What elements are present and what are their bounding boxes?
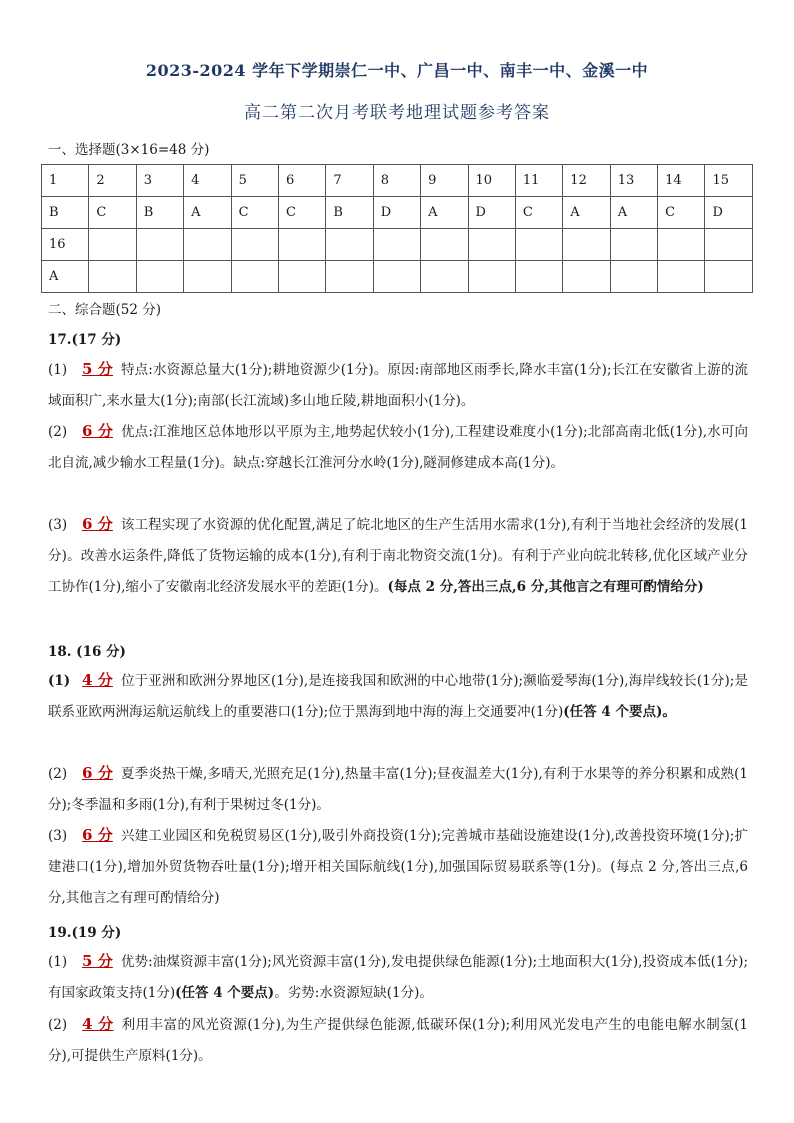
answer-table-cell: 15: [705, 165, 753, 197]
answer-table-cell: 7: [326, 165, 373, 197]
exam-title-line2: 高二第二次月考联考地理试题参考答案: [244, 103, 550, 123]
part-number: (1): [48, 362, 68, 378]
answer-table-cell: B: [136, 197, 183, 229]
q17-part3: [48, 509, 748, 603]
score-mark: 4 分: [82, 1015, 114, 1033]
answer-table-cell: 8: [373, 165, 420, 197]
answer-table-cell: A: [610, 197, 657, 229]
answer-text: 该工程实现了水资源的优化配置,满足了皖北地区的生产生活用水需求(1分),有利于当地社会经济的发展(1分)。改善水运条件,降低了货物运输的成本(1分),有利于南北物资交流(1分)。有利于产业向皖北转移,优化区域产业分工协作(1分),缩小了安徽南北经济发展水平的差距(1分)。: [48, 517, 748, 595]
answer-table-cell: A: [421, 197, 468, 229]
answer-table-cell: 13: [610, 165, 657, 197]
answer-table-row: [42, 165, 753, 197]
answer-text: 夏季炎热干燥,多晴天,光照充足(1分),热量丰富(1分);昼夜温差大(1分),有利于水果等的养分积累和成熟(1分);冬季温和多雨(1分),有利于果树过冬(1分)。: [48, 766, 748, 813]
answer-table-cell: 10: [468, 165, 515, 197]
q18-part1: [48, 665, 748, 728]
answer-table-cell: [421, 229, 468, 261]
answer-table-cell: 3: [136, 165, 183, 197]
score-mark: 6 分: [82, 422, 113, 440]
answer-table-cell: [326, 229, 373, 261]
answer-text: 优点:江淮地区总体地形以平原为主,地势起伏较小(1分),工程建设难度小(1分);北部高南北低(1分),水可向北自流,减少输水工程量(1分)。缺点:穿越长江淮河分水岭(1分),隧洞修建成本高(1分)。: [48, 424, 748, 471]
answer-table-cell: [373, 261, 420, 293]
part-number: (2): [48, 766, 68, 782]
answer-table-cell: 11: [515, 165, 562, 197]
answer-table-cell: [278, 229, 325, 261]
q17-part1: [48, 354, 748, 417]
answer-table-cell: 14: [658, 165, 705, 197]
answer-table-cell: 9: [421, 165, 468, 197]
score-mark: 4 分: [82, 671, 113, 689]
answer-table-row: [42, 229, 753, 261]
answer-table-cell: 6: [278, 165, 325, 197]
q17-part2: [48, 416, 748, 479]
answer-table-cell: [563, 229, 610, 261]
q18-heading: 18. (16 分): [48, 644, 126, 660]
answer-table-cell: [136, 261, 183, 293]
answer-table-cell: [515, 261, 562, 293]
part-number: (1): [48, 673, 71, 689]
answer-table-cell: [89, 261, 136, 293]
answer-table-cell: [373, 229, 420, 261]
answer-table-cell: 2: [89, 165, 136, 197]
part-number: (2): [48, 424, 68, 440]
answer-table-cell: [658, 229, 705, 261]
answer-table-cell: [610, 261, 657, 293]
score-mark: 5 分: [82, 952, 113, 970]
score-mark: 6 分: [82, 826, 113, 844]
q19-heading: 19.(19 分): [48, 925, 122, 941]
answer-table-cell: C: [515, 197, 562, 229]
answer-table-cell: [515, 229, 562, 261]
answer-table-cell: B: [326, 197, 373, 229]
answer-table-cell: 4: [184, 165, 231, 197]
answer-table-cell: [326, 261, 373, 293]
answer-table-cell: D: [705, 197, 753, 229]
answer-table-cell: A: [184, 197, 231, 229]
answer-table-cell: C: [658, 197, 705, 229]
q18-part3: [48, 820, 748, 914]
answer-table-cell: [705, 229, 753, 261]
answer-table-cell: [468, 261, 515, 293]
q17-heading: 17.(17 分): [48, 332, 122, 348]
answer-table-cell: [184, 229, 231, 261]
answer-table-cell: C: [278, 197, 325, 229]
scoring-note: (任答 4 个要点): [175, 985, 275, 1001]
answer-table-cell: [231, 229, 278, 261]
answer-text: 优势:油煤资源丰富(1分);风光资源丰富(1分),发电提供绿色能源(1分);土地面积大(1分),投资成本低(1分);有国家政策支持(1分): [48, 954, 748, 1001]
answer-table-cell: C: [89, 197, 136, 229]
answer-table-cell: A: [42, 261, 89, 293]
answer-table-row: [42, 261, 753, 293]
answer-table-cell: 5: [231, 165, 278, 197]
answer-table-cell: [278, 261, 325, 293]
answer-table: [41, 164, 753, 293]
answer-table-cell: [184, 261, 231, 293]
answer-table-cell: 12: [563, 165, 610, 197]
part-number: (3): [48, 828, 68, 844]
part-number: (3): [48, 517, 68, 533]
answer-table-cell: 1: [42, 165, 89, 197]
answer-text: 利用丰富的风光资源(1分),为生产提供绿色能源,低碳环保(1分);利用风光发电产生的电能电解水制氢(1分),可提供生产原料(1分)。: [48, 1017, 748, 1064]
answer-text-tail: 。劣势:水资源短缺(1分)。: [274, 985, 433, 1001]
scoring-note: (任答 4 个要点)。: [563, 704, 676, 720]
answer-table-cell: [89, 229, 136, 261]
section2-label: 二、综合题(52 分): [48, 302, 162, 318]
part-number: (2): [48, 1017, 68, 1033]
answer-table-cell: B: [42, 197, 89, 229]
answer-table-cell: A: [563, 197, 610, 229]
score-mark: 6 分: [82, 515, 113, 533]
exam-title-line1: 2023-2024 学年下学期崇仁一中、广昌一中、南丰一中、金溪一中: [145, 61, 649, 80]
answer-table-cell: C: [231, 197, 278, 229]
answer-table-cell: 16: [42, 229, 89, 261]
q19-part1: [48, 946, 748, 1009]
answer-table-row: [42, 197, 753, 229]
answer-table-cell: [421, 261, 468, 293]
score-mark: 5 分: [82, 360, 113, 378]
q19-part2: [48, 1009, 748, 1072]
answer-text: 兴建工业园区和免税贸易区(1分),吸引外商投资(1分);完善城市基础设施建设(1分),改善投资环境(1分);扩建港口(1分),增加外贸货物吞吐量(1分);增开相关国际航线(1分),加强国际贸易联系等(1分)。(每点 2 分,答出三点,6 分,其他言之有理可酌情给分): [48, 828, 748, 906]
section1-label: 一、选择题(3×16=48 分): [48, 142, 210, 158]
answer-table-cell: [468, 229, 515, 261]
answer-table-cell: [658, 261, 705, 293]
answer-table-cell: [563, 261, 610, 293]
answer-table-cell: D: [468, 197, 515, 229]
answer-table-cell: [136, 229, 183, 261]
answer-table-cell: [705, 261, 753, 293]
answer-text: 特点:水资源总量大(1分);耕地资源少(1分)。原因:南部地区雨季长,降水丰富(1分);长江在安徽省上游的流域面积广,来水量大(1分);南部(长江流域)多山地丘陵,耕地面积小(1分)。: [48, 362, 748, 409]
answer-table-cell: D: [373, 197, 420, 229]
answer-table-cell: [231, 261, 278, 293]
score-mark: 6 分: [82, 764, 113, 782]
q18-part2: [48, 758, 748, 821]
answer-text: 位于亚洲和欧洲分界地区(1分),是连接我国和欧洲的中心地带(1分);濒临爱琴海(1分),海岸线较长(1分);是联系亚欧两洲海运航运航线上的重要港口(1分);位于黑海到地中海的海上交通要冲(1分): [48, 673, 748, 720]
answer-table-cell: [610, 229, 657, 261]
scoring-note: (每点 2 分,答出三点,6 分,其他言之有理可酌情给分): [387, 579, 704, 595]
part-number: (1): [48, 954, 68, 970]
